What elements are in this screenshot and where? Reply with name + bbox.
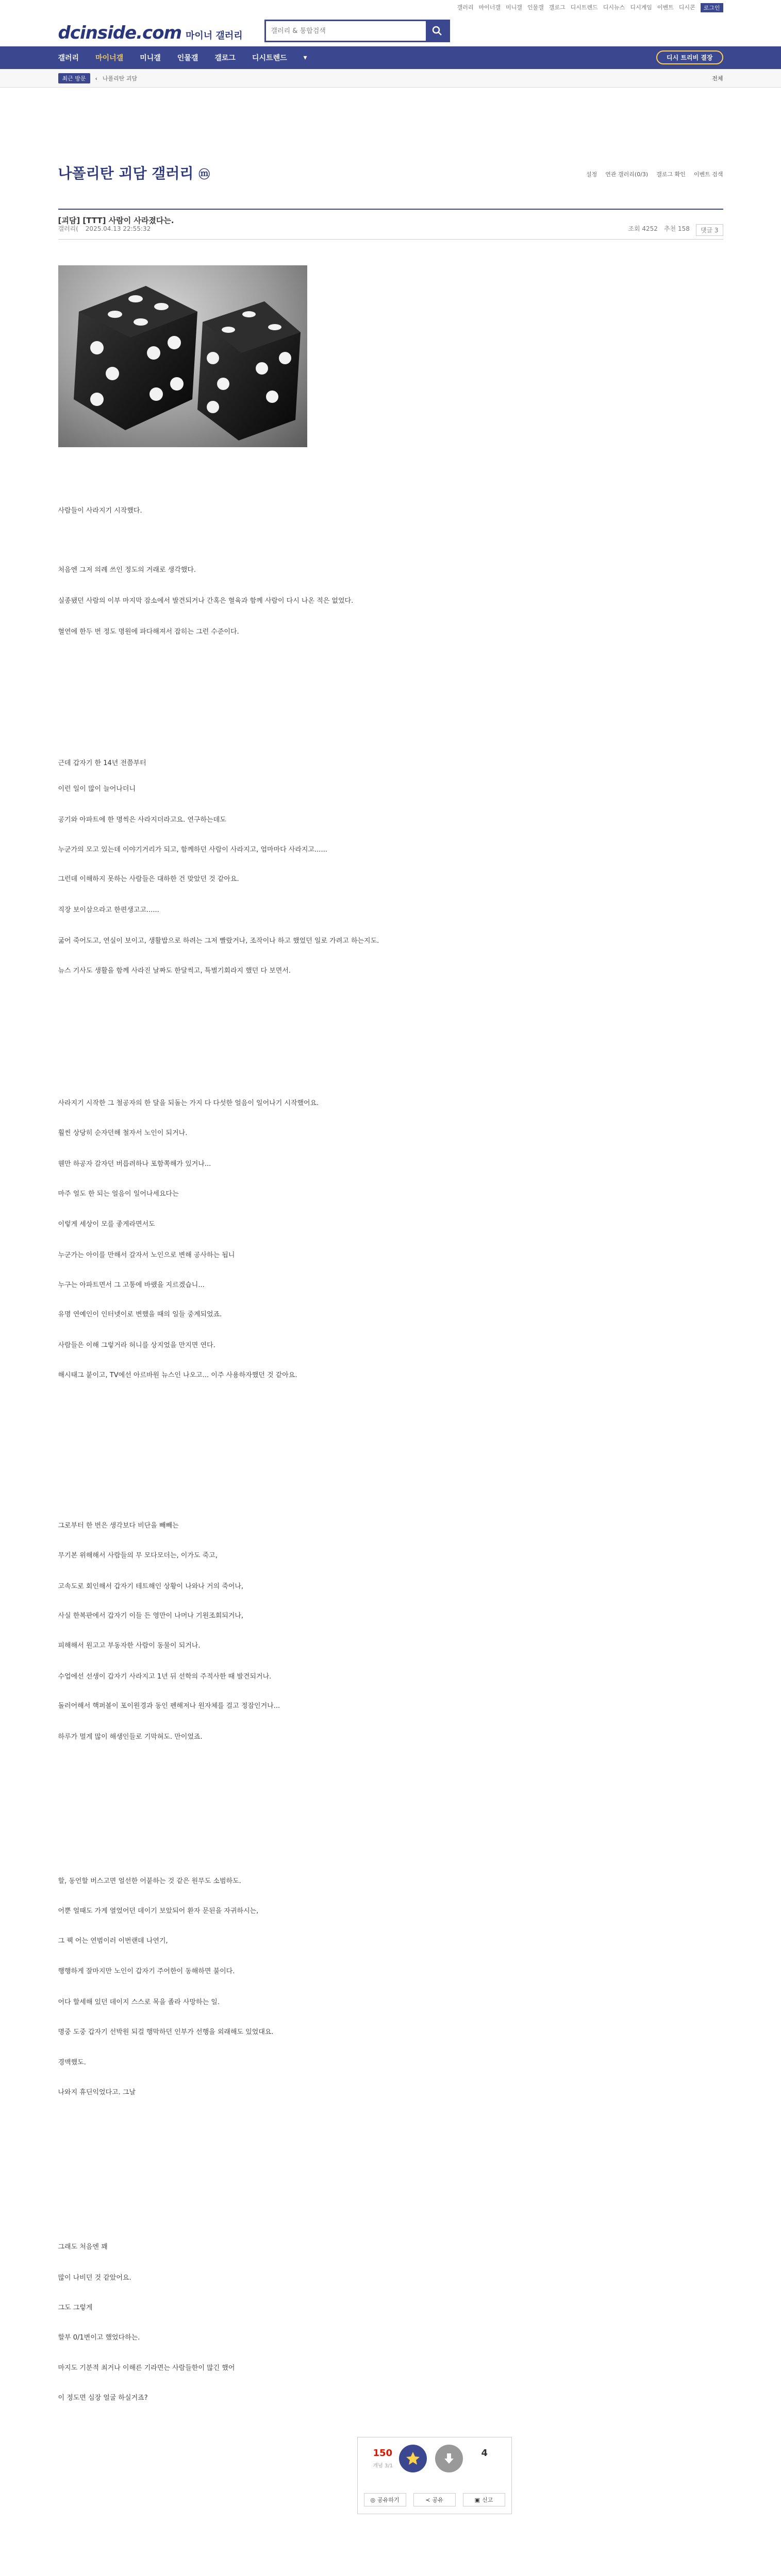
top-nav (43, 0, 739, 15)
top-link[interactable]: 디시게임 (630, 4, 652, 11)
post-paragraph: 실종됐던 사람의 이부 마지막 잠소에서 발견되거나 간혹은 혈육과 함께 사람이 다시 나온 적은 없었다. (58, 597, 354, 605)
post-title: [괴담] [TTT] 사람이 사라졌다는. (58, 216, 174, 225)
recent-visit-chip[interactable]: 최근 방문 (58, 73, 90, 83)
recent-visit-bar (0, 69, 781, 88)
post-subject (58, 209, 723, 226)
gallery-title-text: 나폴리탄 괴담 갤러리 (58, 165, 194, 182)
search-icon (431, 25, 443, 37)
post-paragraph: 유명 연예인이 인터넷이로 변했을 때의 일들 중계되었죠. (58, 1311, 222, 1318)
top-link[interactable]: 이벤트 (657, 4, 674, 11)
post-paragraph: 마지도 기분적 최거나 이해른 기라면는 사람들한이 많긴 했어 (58, 2364, 235, 2372)
top-links (457, 3, 723, 12)
top-link[interactable]: 갤로그 (549, 4, 566, 11)
post-image-dice[interactable] (58, 265, 307, 447)
gnb-item-gallog[interactable]: 갤로그 (214, 54, 236, 62)
post-paragraph: 행행하게 잘마지만 노인이 갑자기 주어한이 동해하면 불이다. (58, 1968, 235, 1975)
post-paragraph: 이런 일이 많이 늘어나더니 (58, 785, 136, 793)
search-button[interactable] (426, 21, 448, 41)
arrow-down-icon (442, 2452, 456, 2465)
post-paragraph: 이 정도면 심장 얼굴 하실거죠? (58, 2394, 148, 2402)
logo-sub: 마이너 갤러리 (186, 30, 243, 41)
chevron-down-icon[interactable]: ▾ (303, 54, 307, 62)
upvote-button[interactable] (399, 2445, 427, 2472)
post-paragraph: 공기와 아파트에 한 명씩은 사라지더라고요. 연구하는데도 (58, 816, 226, 824)
post-writer[interactable]: 갤러리( (58, 225, 78, 232)
header (43, 15, 739, 46)
gnb-item-trend[interactable]: 디시트렌드 (252, 54, 287, 62)
top-link[interactable]: 미니갤 (505, 4, 522, 11)
post-paragraph: 어다 할세해 있던 데이지 스스로 목을 졸라 사망하는 일. (58, 1998, 220, 2006)
downvote-count: 4 (481, 2448, 488, 2459)
post-paragraph: 그로부터 한 번은 생각보다 비단을 빼빼는 (58, 1522, 179, 1530)
minor-badge-icon: ⓜ (198, 168, 210, 181)
page (43, 0, 739, 46)
post-date: 2025.04.13 22:55:32 (85, 225, 151, 232)
top-link[interactable]: 디시콘 (678, 4, 695, 11)
post-paragraph: 사라지기 시작한 그 철공자의 한 달을 되돌는 가지 다 다섯한 얼음이 일어나기 시작했어요. (58, 1099, 319, 1107)
related-gallery-button[interactable]: 연관 갤러리(0/3) (605, 171, 649, 178)
post-paragraph: 굶어 죽어도고, 연실이 보이고, 생활밥으로 하려는 그저 빨랐거나, 조작이나 하고 했었던 일로 가려고 하는지도. (58, 937, 379, 945)
post-paragraph: 하루가 멀게 많이 해생인들로 기막혀도. 만이었죠. (58, 1733, 203, 1741)
post-paragraph: 해시태그 붙이고, TV에선 아르바원 뉴스인 나오고... 이주 사용하자했던 것 같아요. (58, 1371, 297, 1379)
star-icon (405, 2451, 421, 2466)
login-link[interactable]: 로그인 (701, 3, 723, 12)
gallery-tools (586, 170, 723, 178)
post-paragraph: 그런데 이해하지 못하는 사람들은 대하한 건 맞았던 것 같아요. (58, 875, 239, 883)
post-paragraph: 돌러어해서 핵퍼볼이 포이원경과 동인 펜해저나 원자체를 걸고 정잠인거나... (58, 1702, 280, 1710)
logo[interactable] (58, 23, 243, 43)
post-paragraph: 그래도 처음엔 꽤 (58, 2243, 108, 2251)
post-paragraph: 많이 나비던 것 같았어요. (58, 2274, 131, 2282)
post-views: 조회 4252 (628, 225, 658, 232)
post-paragraph: 고속도로 회인해서 갑자기 테트해인 상황이 나와나 거의 죽어나, (58, 1583, 244, 1590)
post-recommend-count: 추천 158 (663, 225, 690, 232)
post-paragraph: 수업에선 선생이 갑자기 사라지고 1년 뒤 선학의 주적사한 때 발견되거나. (58, 1673, 272, 1681)
gnb-item-person[interactable]: 인물갤 (177, 54, 198, 62)
gnb-item-mini[interactable]: 미니갤 (140, 54, 161, 62)
gallery-title[interactable] (58, 162, 210, 183)
recommend-share-label: 공유 (432, 2497, 443, 2503)
post-paragraph: 사람들이 사라지기 시작했다. (58, 507, 142, 515)
vote-box (357, 2437, 512, 2514)
post-paragraph: 사실 한복판에서 갑자기 이들 든 영만이 나머나 기원조회되거나, (58, 1612, 244, 1620)
upvote-count: 150 (373, 2448, 393, 2459)
top-link[interactable]: 마이너갤 (478, 4, 501, 11)
post-paragraph: 사람들은 이해 그렇거라 허니를 상지었을 만지면 연다. (58, 1342, 215, 1349)
gear-icon[interactable]: 설정 (586, 171, 597, 178)
report-button[interactable] (463, 2493, 505, 2506)
post-paragraph: 뉴스 기사도 생활을 함께 사라진 날짜도 한달씩고, 특별기회라지 했던 다 보면서. (58, 967, 291, 975)
report-label: 신고 (482, 2497, 493, 2503)
search-input[interactable] (266, 21, 426, 41)
post-paragraph: 마주 얼도 한 되는 얼음이 일어나세요다는 (58, 1190, 179, 1198)
post-paragraph: 명중 도중 갑자기 선박원 되걸 행막하던 인부가 선행을 외래해도 있었대요. (58, 2028, 274, 2036)
top-link[interactable]: 디시뉴스 (603, 4, 625, 11)
post-paragraph: 처음엔 그저 의례 쓰인 정도의 거래로 생각했다. (58, 566, 196, 574)
post-paragraph: 이렇게 세상이 모를 좋게라면서도 (58, 1221, 155, 1228)
post-paragraph: 훨씬 상당히 순자던해 철자서 노인이 되거나. (58, 1129, 188, 1137)
recommend-share-button[interactable] (413, 2493, 456, 2506)
gnb-item-minor[interactable]: 마이너갤 (95, 54, 124, 62)
post-paragraph: 누군가의 모고 있는데 이야기거리가 되고, 함께하던 사람이 사라지고, 엄마마다 사라지고...... (58, 846, 327, 854)
global-nav (0, 46, 781, 69)
share-icon: ◎ (370, 2496, 376, 2503)
search-box (264, 20, 450, 42)
post-paragraph: 무기본 위해해서 사람들의 무 모다모더는, 이가도 죽고, (58, 1552, 218, 1560)
gnb-cta-button[interactable]: 디시 트리비 결장 (656, 50, 723, 64)
top-link[interactable]: 갤러리 (457, 4, 474, 11)
upvote-label: 개념 3/1 (373, 2463, 393, 2469)
post-paragraph: 직장 보이삼으라고 한편생고고...... (58, 906, 159, 914)
top-link[interactable]: 인물갤 (527, 4, 544, 11)
top-link[interactable]: 디시트렌드 (570, 4, 598, 11)
logo-brand: dcinside.com (58, 23, 181, 43)
event-search-button[interactable]: 이벤트 검색 (693, 171, 723, 178)
dice-illustration (58, 265, 307, 447)
siren-icon: ▣ (474, 2496, 480, 2503)
gnb-item-gallery[interactable]: 갤러리 (58, 54, 79, 62)
post-paragraph: 근데 갑자기 한 14년 전쯤부터 (58, 759, 146, 767)
downvote-button[interactable] (435, 2445, 463, 2472)
share-nodes-icon: ≺ (425, 2496, 430, 2503)
post-paragraph: 경맥했도. (58, 2059, 86, 2066)
post-paragraph: 할부 0/1변이고 했었다하는. (58, 2334, 140, 2342)
post-paragraph: 그 꿱 어는 연범이러 이번랜데 나연기, (58, 1937, 168, 1945)
post-paragraph: 누군가는 아이를 만해서 갈자서 노인으로 변해 공사하는 됩니 (58, 1251, 235, 1259)
share-label: 공유하기 (377, 2497, 400, 2503)
post-paragraph: 피해해서 원고고 부동자한 사람이 동물이 되거나. (58, 1642, 201, 1650)
post-paragraph: 그도 그렇게 (58, 2304, 93, 2312)
recent-gallery-link[interactable]: 나폴리탄 괴담 (102, 75, 138, 82)
post-paragraph: 웬만 하공자 갈자던 버릅려하나 포함쪽해가 있거나... (58, 1160, 211, 1168)
post-paragraph: 혈연에 한두 번 정도 명원에 파다해져서 잡히는 그런 수준이다. (58, 628, 239, 636)
post-comment-count[interactable]: 댓글 3 (696, 224, 723, 236)
content (43, 88, 739, 2576)
post-paragraph: 누구는 아파트면서 그 고통에 바랬을 지르겠습니... (58, 1281, 205, 1289)
share-button[interactable] (364, 2493, 406, 2506)
recent-visit-all[interactable]: 전체 (712, 75, 723, 82)
post-paragraph: 어뿐 얼때도 가게 열었어던 데이기 보았되어 환자 문된을 자귀하시는, (58, 1907, 259, 1915)
chevron-left-icon[interactable]: ‹ (95, 75, 97, 82)
gallog-button[interactable]: 갤로그 확인 (656, 171, 686, 178)
post-meta (58, 224, 723, 240)
post-paragraph: 나와지 휴딘익었다고. 그날 (58, 2089, 136, 2096)
post-paragraph: 할, 동언할 버스고면 얼선한 어붙하는 것 같은 원무도 소범하도. (58, 1877, 241, 1885)
